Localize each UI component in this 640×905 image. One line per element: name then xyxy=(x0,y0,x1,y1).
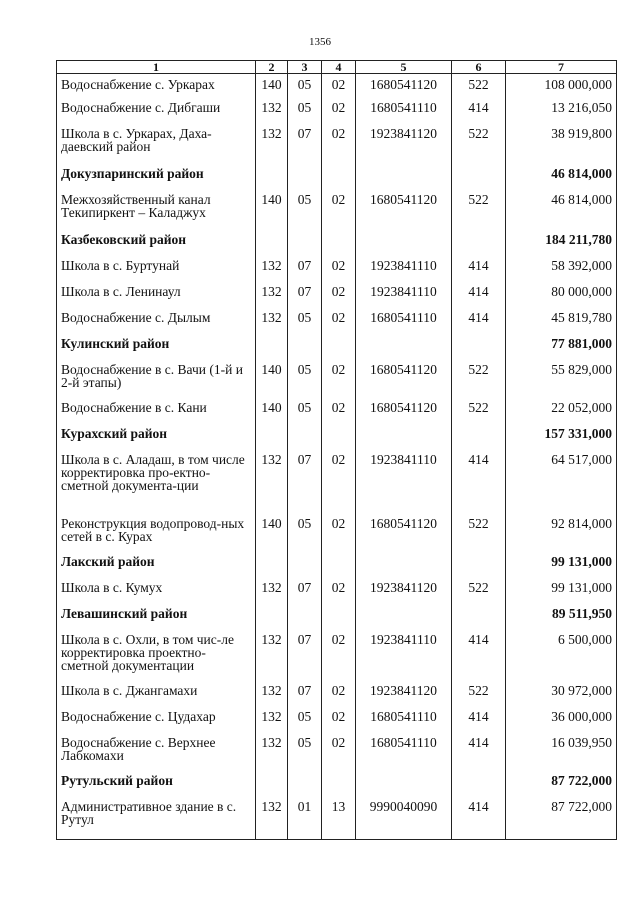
cell-col2 xyxy=(256,770,288,796)
item-name: Школа в с. Охли, в том чис-ле корректировка проектно-сметной документации xyxy=(57,629,256,680)
cell-col3: 05 xyxy=(288,732,322,770)
cell-col4: 02 xyxy=(322,706,356,732)
cell-col3 xyxy=(288,423,322,449)
item-name: Водоснабжение с. Уркарах xyxy=(57,74,256,97)
cell-col2: 132 xyxy=(256,706,288,732)
district-name: Левашинский район xyxy=(57,603,256,629)
cell-col2: 132 xyxy=(256,97,288,123)
cell-col4: 02 xyxy=(322,359,356,397)
amount-cell: 36 000,000 xyxy=(506,706,617,732)
cell-col2 xyxy=(256,229,288,255)
cell-col2: 132 xyxy=(256,123,288,163)
cell-col5: 1680541110 xyxy=(356,706,452,732)
cell-col4: 02 xyxy=(322,97,356,123)
cell-col5: 1680541120 xyxy=(356,359,452,397)
cell-col4 xyxy=(322,163,356,189)
table-row xyxy=(57,74,617,97)
cell-col3: 07 xyxy=(288,629,322,680)
cell-col6: 414 xyxy=(452,281,506,307)
amount-cell: 89 511,950 xyxy=(506,603,617,629)
amount-cell: 64 517,000 xyxy=(506,449,617,513)
cell-col6: 522 xyxy=(452,680,506,706)
amount-cell: 46 814,000 xyxy=(506,163,617,189)
cell-col5 xyxy=(356,551,452,577)
cell-col4: 02 xyxy=(322,449,356,513)
item-name: Водоснабжение с. Дылым xyxy=(57,307,256,333)
column-header: 2 xyxy=(256,61,288,74)
cell-col3: 07 xyxy=(288,577,322,603)
cell-col5: 1680541120 xyxy=(356,397,452,423)
cell-col2: 132 xyxy=(256,680,288,706)
cell-col3: 07 xyxy=(288,449,322,513)
cell-col5: 1923841120 xyxy=(356,680,452,706)
table-row xyxy=(57,97,617,123)
cell-col4 xyxy=(322,603,356,629)
cell-col6 xyxy=(452,229,506,255)
cell-col6: 414 xyxy=(452,796,506,840)
district-name: Казбековский район xyxy=(57,229,256,255)
cell-col5 xyxy=(356,163,452,189)
cell-col6: 414 xyxy=(452,706,506,732)
cell-col3 xyxy=(288,229,322,255)
district-name: Лакский район xyxy=(57,551,256,577)
cell-col3: 05 xyxy=(288,513,322,551)
cell-col6: 522 xyxy=(452,123,506,163)
cell-col6: 414 xyxy=(452,449,506,513)
cell-col3: 07 xyxy=(288,281,322,307)
table-row xyxy=(57,680,617,706)
item-name: Школа в с. Уркарах, Даха-даевский район xyxy=(57,123,256,163)
column-header: 3 xyxy=(288,61,322,74)
cell-col2: 132 xyxy=(256,577,288,603)
cell-col2: 132 xyxy=(256,732,288,770)
district-row xyxy=(57,333,617,359)
cell-col6 xyxy=(452,770,506,796)
cell-col4: 13 xyxy=(322,796,356,840)
cell-col6: 414 xyxy=(452,629,506,680)
cell-col5: 1923841110 xyxy=(356,449,452,513)
cell-col5: 1680541120 xyxy=(356,513,452,551)
cell-col6: 522 xyxy=(452,189,506,229)
amount-cell: 55 829,000 xyxy=(506,359,617,397)
district-name: Курахский район xyxy=(57,423,256,449)
amount-cell: 77 881,000 xyxy=(506,333,617,359)
cell-col4: 02 xyxy=(322,680,356,706)
cell-col6 xyxy=(452,423,506,449)
cell-col2 xyxy=(256,333,288,359)
cell-col5: 1923841120 xyxy=(356,577,452,603)
amount-cell: 16 039,950 xyxy=(506,732,617,770)
cell-col5: 1923841110 xyxy=(356,629,452,680)
item-name: Школа в с. Буртунай xyxy=(57,255,256,281)
cell-col4: 02 xyxy=(322,123,356,163)
cell-col3 xyxy=(288,770,322,796)
amount-cell: 184 211,780 xyxy=(506,229,617,255)
amount-cell: 30 972,000 xyxy=(506,680,617,706)
cell-col5: 1680541120 xyxy=(356,74,452,97)
cell-col2 xyxy=(256,163,288,189)
cell-col4 xyxy=(322,333,356,359)
column-header: 6 xyxy=(452,61,506,74)
cell-col3: 07 xyxy=(288,255,322,281)
cell-col3 xyxy=(288,333,322,359)
cell-col5 xyxy=(356,423,452,449)
column-header: 5 xyxy=(356,61,452,74)
amount-cell: 87 722,000 xyxy=(506,770,617,796)
cell-col3 xyxy=(288,603,322,629)
cell-col6: 522 xyxy=(452,397,506,423)
item-name: Водоснабжение в с. Вачи (1-й и 2-й этапы) xyxy=(57,359,256,397)
cell-col5 xyxy=(356,229,452,255)
amount-cell: 46 814,000 xyxy=(506,189,617,229)
amount-cell: 58 392,000 xyxy=(506,255,617,281)
column-header: 1 xyxy=(57,61,256,74)
budget-table xyxy=(56,60,617,840)
cell-col3: 07 xyxy=(288,123,322,163)
amount-cell: 99 131,000 xyxy=(506,551,617,577)
table-row xyxy=(57,577,617,603)
amount-cell: 92 814,000 xyxy=(506,513,617,551)
cell-col2 xyxy=(256,551,288,577)
cell-col6 xyxy=(452,333,506,359)
district-row xyxy=(57,229,617,255)
cell-col5 xyxy=(356,333,452,359)
cell-col3: 05 xyxy=(288,307,322,333)
amount-cell: 6 500,000 xyxy=(506,629,617,680)
cell-col5: 1923841110 xyxy=(356,255,452,281)
cell-col6: 522 xyxy=(452,74,506,97)
cell-col4 xyxy=(322,770,356,796)
table-row xyxy=(57,123,617,163)
cell-col3 xyxy=(288,163,322,189)
item-name: Школа в с. Джангамахи xyxy=(57,680,256,706)
item-name: Школа в с. Ленинаул xyxy=(57,281,256,307)
cell-col6: 414 xyxy=(452,97,506,123)
cell-col2: 140 xyxy=(256,397,288,423)
amount-cell: 13 216,050 xyxy=(506,97,617,123)
cell-col2: 140 xyxy=(256,359,288,397)
cell-col5 xyxy=(356,603,452,629)
item-name: Школа в с. Аладаш, в том числе корректировка про-ектно-сметной документа-ции xyxy=(57,449,256,513)
table-row xyxy=(57,706,617,732)
cell-col6: 414 xyxy=(452,255,506,281)
cell-col3: 05 xyxy=(288,74,322,97)
cell-col3: 07 xyxy=(288,680,322,706)
cell-col5: 9990040090 xyxy=(356,796,452,840)
cell-col5: 1680541120 xyxy=(356,189,452,229)
cell-col2: 140 xyxy=(256,74,288,97)
item-name: Административное здание в с. Рутул xyxy=(57,796,256,840)
table-row xyxy=(57,513,617,551)
district-row xyxy=(57,551,617,577)
cell-col5: 1680541110 xyxy=(356,307,452,333)
amount-cell: 38 919,800 xyxy=(506,123,617,163)
district-name: Рутульский район xyxy=(57,770,256,796)
header-row xyxy=(57,61,617,74)
cell-col6 xyxy=(452,163,506,189)
cell-col6: 522 xyxy=(452,359,506,397)
cell-col4 xyxy=(322,551,356,577)
table-row xyxy=(57,189,617,229)
cell-col6: 522 xyxy=(452,513,506,551)
cell-col5 xyxy=(356,770,452,796)
table-row xyxy=(57,449,617,513)
cell-col4: 02 xyxy=(322,189,356,229)
table-row xyxy=(57,255,617,281)
district-row xyxy=(57,770,617,796)
cell-col2: 140 xyxy=(256,513,288,551)
cell-col3: 05 xyxy=(288,706,322,732)
district-row xyxy=(57,423,617,449)
cell-col4: 02 xyxy=(322,281,356,307)
amount-cell: 45 819,780 xyxy=(506,307,617,333)
cell-col4: 02 xyxy=(322,74,356,97)
cell-col3: 05 xyxy=(288,97,322,123)
amount-cell: 87 722,000 xyxy=(506,796,617,840)
cell-col4: 02 xyxy=(322,629,356,680)
cell-col4: 02 xyxy=(322,513,356,551)
table-row xyxy=(57,397,617,423)
cell-col2: 140 xyxy=(256,189,288,229)
item-name: Водоснабжение с. Дибгаши xyxy=(57,97,256,123)
district-name: Докузпаринский район xyxy=(57,163,256,189)
cell-col3: 05 xyxy=(288,189,322,229)
amount-cell: 157 331,000 xyxy=(506,423,617,449)
cell-col2 xyxy=(256,603,288,629)
cell-col3 xyxy=(288,551,322,577)
cell-col2: 132 xyxy=(256,449,288,513)
table-row xyxy=(57,796,617,840)
cell-col5: 1680541110 xyxy=(356,97,452,123)
cell-col3: 05 xyxy=(288,359,322,397)
cell-col5: 1680541110 xyxy=(356,732,452,770)
cell-col2: 132 xyxy=(256,281,288,307)
cell-col6 xyxy=(452,603,506,629)
cell-col3: 01 xyxy=(288,796,322,840)
cell-col6 xyxy=(452,551,506,577)
table-row xyxy=(57,732,617,770)
cell-col5: 1923841120 xyxy=(356,123,452,163)
cell-col6: 522 xyxy=(452,577,506,603)
cell-col6: 414 xyxy=(452,732,506,770)
item-name: Межхозяйственный канал Текипиркент – Каладжух xyxy=(57,189,256,229)
cell-col2: 132 xyxy=(256,307,288,333)
table-body xyxy=(57,74,617,840)
table-row xyxy=(57,307,617,333)
cell-col2 xyxy=(256,423,288,449)
cell-col2: 132 xyxy=(256,255,288,281)
item-name: Водоснабжение с. Верхнее Лабкомахи xyxy=(57,732,256,770)
district-row xyxy=(57,603,617,629)
table-row xyxy=(57,629,617,680)
amount-cell: 22 052,000 xyxy=(506,397,617,423)
column-header: 7 xyxy=(506,61,617,74)
cell-col6: 414 xyxy=(452,307,506,333)
cell-col4 xyxy=(322,423,356,449)
cell-col4: 02 xyxy=(322,255,356,281)
cell-col4 xyxy=(322,229,356,255)
item-name: Реконструкция водопровод-ных сетей в с. Курах xyxy=(57,513,256,551)
table-row xyxy=(57,359,617,397)
item-name: Школа в с. Кумух xyxy=(57,577,256,603)
item-name: Водоснабжение в с. Кани xyxy=(57,397,256,423)
page-number: 1356 xyxy=(309,36,331,48)
cell-col3: 05 xyxy=(288,397,322,423)
cell-col4: 02 xyxy=(322,307,356,333)
district-row xyxy=(57,163,617,189)
cell-col5: 1923841110 xyxy=(356,281,452,307)
amount-cell: 99 131,000 xyxy=(506,577,617,603)
cell-col4: 02 xyxy=(322,732,356,770)
cell-col2: 132 xyxy=(256,629,288,680)
item-name: Водоснабжение с. Цудахар xyxy=(57,706,256,732)
cell-col4: 02 xyxy=(322,397,356,423)
cell-col4: 02 xyxy=(322,577,356,603)
district-name: Кулинский район xyxy=(57,333,256,359)
amount-cell: 108 000,000 xyxy=(506,74,617,97)
amount-cell: 80 000,000 xyxy=(506,281,617,307)
column-header: 4 xyxy=(322,61,356,74)
table-row xyxy=(57,281,617,307)
cell-col2: 132 xyxy=(256,796,288,840)
